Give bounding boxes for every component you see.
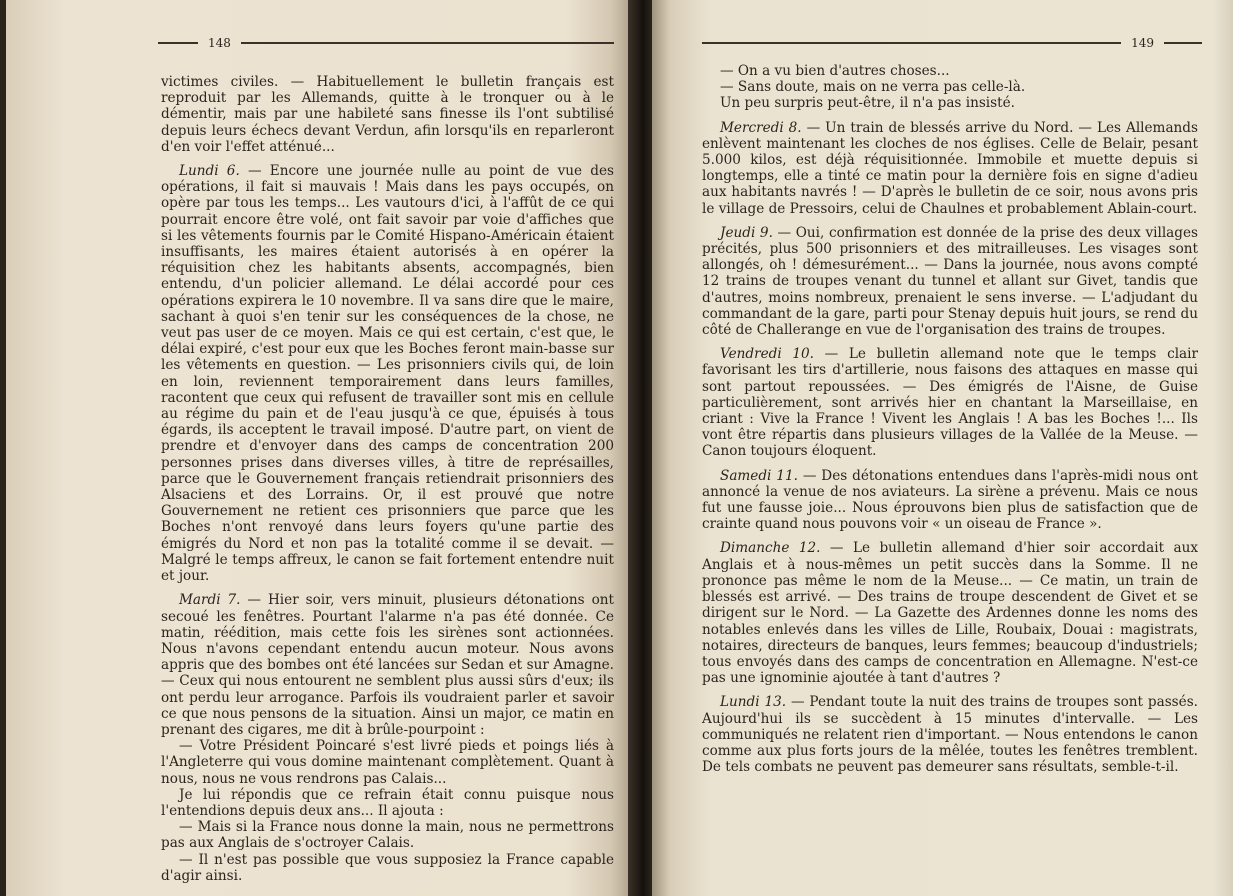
paragraph: — Mais si la France nous donne la main, nous ne permettrons pas aux Anglais de s'octroyer Calais.	[161, 819, 614, 852]
entry-text: — Hier soir, vers minuit, plusieurs détonations ont secoué les fenêtres. Pourtant l'alarme n'a pas été donnée. Ce matin, réédition, mais cette fois les sirènes sont actionnées. Nous n'avons cependant entendu aucun moteur. Nous avons appris que des bombes ont été lancées sur Sedan et sur Amagne. — Ceux qui nous entourent ne semblent plus aussi sûrs d'eux; ils ont perdu leur arrogance. Parfois ils voudraient parler et savoir ce que nous pensons de la situation. Ainsi un major, ce matin en prenant des cigares, me dit à brûle-pourpoint :	[161, 592, 614, 738]
entry-text: — Encore une journée nulle au point de vue des opérations, il fait si mauvais ! Mais dans les pays occupés, on opère par tous les temps... Les vautours d'ici, à l'affût de ce qui pourrait encore être volé, ont fait savoir par voie d'affiches que si les vêtements fournis par le Comité Hispano-Américain étaient insuffisants, les maires étaient autorisés à en opérer la réquisition chez les habitants absents, accompagnés, bien entendu, d'un policier allemand. Le délai accordé pour ces opérations expirera le 10 novembre. Il va sans dire que le maire, sachant à quoi s'en tenir sur les conséquences de la chose, ne veut pas user de ce moyen. Mais ce qui est certain, c'est que, le délai expiré, c'est pour eux que les Boches feront main-basse sur les vêtements en question. — Les prisonniers civils qui, de loin en loin, reviennent temporairement dans leurs familles, racontent que ceux qui refusent de travailler sont mis en cellule au régime du pain et de l'eau jusqu'à ce que, épuisés à tous égards, ils acceptent le travail imposé. D'autre part, on vient de prendre et d'envoyer dans des camps de concentration 200 personnes prises dans diverses villes, à titre de représailles, parce que le Gouvernement français retiendrait prisonniers des Alsaciens et des Lorrains. Or, il est prouvé que notre Gouvernement ne retient ces prisonniers que parce que les Boches n'ont renvoyé dans leurs foyers qu'une partie des émigrés du Nord et non pas la totalité comme il se devait. — Malgré le temps affreux, le canon se fait fortement entendre nuit et jour.	[161, 163, 614, 585]
entry-date: Mercredi 8.	[720, 119, 802, 136]
entry-date: Jeudi 9.	[720, 224, 773, 241]
entry-text: — Un train de blessés arrive du Nord. — Les Allemands enlèvent maintenant les cloches de nos églises. Celle de Belair, pesant 5.000 kilos, est déjà réquisitionnée. Immobile et muette depuis si longtemps, elle a tinté ce matin pour la dernière fois en signe d'adieu aux habitants navrés ! — D'après le bulletin de ce soir, nous avons pris le village de Pressoirs, celui de Chaulnes et probablement Ablain-court.	[702, 119, 1198, 217]
diary-entry	[702, 346, 1198, 459]
paragraph: — Votre Président Poincaré s'est livré pieds et poings liés à l'Angleterre qui vous domine maintenant complètement. Quant à nous, nous ne vous rendrons pas Calais...	[161, 738, 614, 787]
entry-date: Mardi 7.	[179, 592, 241, 609]
paragraph: victimes civiles. — Habituellement le bulletin français est reproduit par les Allemands, quitte à le tronquer ou à le démentir, mais par une habileté sans finesse ils l'ont subtilisé depuis leurs échecs devant Verdun, afin lorsqu'ils en reparleront d'en voir l'effet atténué...	[161, 74, 614, 155]
diary-entry	[702, 120, 1198, 217]
page-number: 149	[1131, 36, 1154, 50]
diary-entry	[702, 225, 1198, 338]
header-rule	[702, 42, 1121, 44]
diary-entry	[702, 540, 1198, 686]
paragraph: — Il n'est pas possible que vous supposiez la France capable d'agir ainsi.	[161, 851, 614, 884]
paragraph: — Sans doute, mais on ne verra pas celle-là.	[720, 79, 1026, 96]
header-rule	[1164, 42, 1202, 44]
left-page-body	[161, 74, 614, 884]
left-page-header	[158, 36, 614, 50]
entry-text: — Le bulletin allemand note que le temps clair favorisant les tirs d'artillerie, nous faisons des attaques en masse qui sont partout repoussées. — Des émigrés de l'Aisne, de Guise particulièrement, sont arrivés hier en chantant la Marseillaise, en criant : Vive la France ! Vivent les Anglais ! A bas les Boches !... Ils vont être répartis dans plusieurs villages de la Vallée de la Meuse. — Canon toujours éloquent.	[702, 346, 1198, 460]
paragraph: — On a vu bien d'autres choses...	[720, 63, 950, 79]
header-rule	[241, 42, 614, 44]
page-number: 148	[208, 36, 231, 50]
right-page-header	[702, 36, 1202, 50]
entry-text: — Des détonations entendues dans l'après-midi nous ont annoncé la venue de nos aviateurs. La sirène a prévenu. Mais ce nous fut une fausse joie... Nous éprouvons bien plus de satisfaction que de crainte quand nous pouvons voir « un oiseau de France ».	[702, 467, 1199, 533]
entry-text: — Pendant toute la nuit des trains de troupes sont passés. Aujourd'hui ils se succèdent à 15 minutes d'intervalle. — Les communiqués ne relatent rien d'important. — Nous entendons le canon comme aux plus forts jours de la mêlée, toutes les fenêtres tremblent. De tels combats ne peuvent pas demeurer sans résultats, semble-t-il.	[702, 694, 1198, 776]
entry-date: Dimanche 12.	[720, 540, 821, 557]
header-rule	[158, 42, 198, 44]
entry-text: — Oui, confirmation est donnée de la prise des deux villages précités, plus 500 prisonniers et des mitrailleuses. Les visages sont allongés, oh ! démesurément... — Dans la journée, nous avons compté 12 trains de troupes venant du tunnel et allant sur Givet, tandis que d'autres, moins nombreux, prenaient le sens inverse. — L'adjudant du commandant de la gare, parti pour Stenay depuis huit jours, se rend du côté de Challerange en vue de l'organisation des trains de troupes.	[702, 224, 1199, 339]
diary-entry	[702, 694, 1198, 775]
diary-entry	[161, 163, 614, 584]
entry-text: — Le bulletin allemand d'hier soir accordait aux Anglais et à nous-mêmes un petit succès dans la Somme. Il ne prononce pas même le nom de la Meuse... — Ce matin, un train de blessés est arrivé. — Des trains de troupe descendent de Givet et se dirigent sur le Nord. — La Gazette des Ardennes donne les noms des notables enlevés dans les villes de Lille, Roubaix, Douai : magistrats, notaires, directeurs de banques, leurs femmes; beaucoup d'industriels; tous envoyés dans des camps de concentration en Allemagne. N'est-ce pas une ignominie ajoutée à tant d'autres ?	[702, 540, 1198, 687]
right-page-body	[702, 63, 1198, 775]
right-page	[652, 0, 1233, 896]
paragraph: Je lui répondis que ce refrain était connu puisque nous l'entendions depuis deux ans... Il ajouta :	[161, 786, 614, 819]
entry-date: Vendredi 10.	[720, 346, 814, 363]
diary-entry	[161, 592, 614, 738]
paragraph: Un peu surpris peut-être, il n'a pas insisté.	[720, 95, 1015, 112]
entry-date: Lundi 13.	[720, 694, 787, 711]
entry-date: Samedi 11.	[720, 467, 798, 484]
left-page	[6, 0, 634, 896]
diary-entry	[702, 468, 1198, 533]
entry-date: Lundi 6.	[179, 163, 240, 180]
